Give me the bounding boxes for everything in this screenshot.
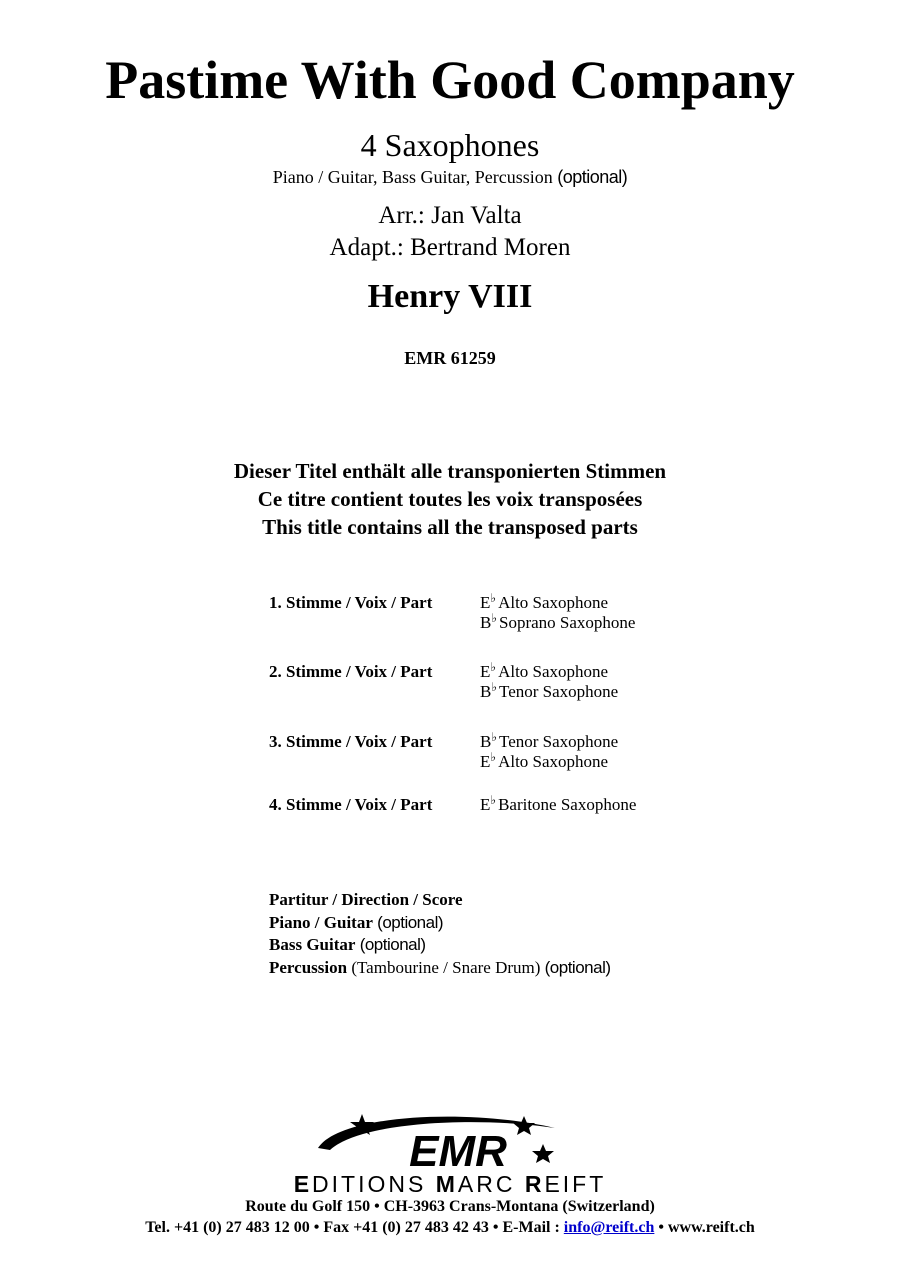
instrument-line bbox=[480, 591, 635, 614]
instrument-key: E bbox=[480, 795, 491, 814]
composer: Henry VIII bbox=[367, 278, 533, 315]
star-icon bbox=[532, 1144, 554, 1163]
flat-icon: ♭ bbox=[491, 679, 498, 694]
notice-de: Dieser Titel enthält alle transponierten Stimmen bbox=[233, 459, 667, 483]
instrument-key: E bbox=[480, 593, 491, 612]
publisher-contact: Tel. +41 (0) 27 483 12 00 • Fax +41 (0) 27 483 42 43 • E-Mail : info@reift.ch • www.reift.ch bbox=[145, 1219, 755, 1236]
instrument-key: B bbox=[480, 732, 492, 751]
instrument-line bbox=[480, 749, 618, 773]
extras-list bbox=[269, 889, 611, 979]
instrument-key: E bbox=[480, 662, 491, 681]
part-label: 1. Stimme / Voix / Part bbox=[269, 593, 433, 612]
instrument-line bbox=[480, 660, 618, 683]
emr-logo bbox=[300, 1108, 600, 1170]
page-title: Pastime With Good Company bbox=[105, 50, 795, 110]
bass-item: Bass Guitar (optional) bbox=[269, 935, 426, 954]
instrument-name: Tenor Saxophone bbox=[499, 681, 619, 701]
instrument-line bbox=[480, 679, 619, 703]
part-instruments bbox=[480, 591, 636, 633]
score-item: Partitur / Direction / Score bbox=[269, 890, 463, 909]
flat-icon: ♭ bbox=[490, 793, 497, 807]
part-instruments bbox=[480, 793, 637, 816]
notice-fr: Ce titre contient toutes les voix transposées bbox=[257, 487, 643, 511]
flat-icon: ♭ bbox=[491, 730, 498, 744]
flat-icon: ♭ bbox=[490, 591, 497, 605]
flat-icon: ♭ bbox=[491, 610, 498, 625]
arranger: Arr.: Jan Valta bbox=[378, 202, 522, 229]
accompaniment: Piano / Guitar, Bass Guitar, Percussion bbox=[272, 167, 553, 187]
part-label: 2. Stimme / Voix / Part bbox=[269, 662, 433, 681]
instrument-line bbox=[480, 730, 619, 753]
percussion-item: Percussion (Tambourine / Snare Drum) (optional) bbox=[269, 957, 611, 977]
flat-icon: ♭ bbox=[490, 749, 497, 764]
accompaniment-optional: (optional) bbox=[557, 167, 628, 187]
instrumentation: 4 Saxophones bbox=[360, 127, 540, 163]
part-label: 4. Stimme / Voix / Part bbox=[269, 795, 433, 814]
instrument-name: Baritone Saxophone bbox=[498, 795, 637, 814]
accompaniment-line bbox=[0, 165, 900, 189]
publisher-address: Route du Golf 150 • CH-3963 Crans-Montana (Switzerland) bbox=[245, 1198, 655, 1215]
instrument-name: Alto Saxophone bbox=[498, 662, 609, 681]
svg-text:EMR: EMR bbox=[409, 1127, 507, 1170]
notice-en: This title contains all the transposed parts bbox=[262, 515, 638, 539]
flat-icon: ♭ bbox=[490, 660, 497, 674]
instrument-key: B bbox=[480, 612, 492, 632]
part-instruments bbox=[480, 730, 619, 772]
instrument-name: Alto Saxophone bbox=[498, 593, 609, 612]
star-icon bbox=[513, 1116, 535, 1135]
instrument-name: Soprano Saxophone bbox=[499, 612, 636, 632]
instrument-line bbox=[480, 793, 637, 816]
instrument-line bbox=[480, 610, 636, 634]
catalog-number: EMR 61259 bbox=[404, 348, 496, 368]
instrument-key: B bbox=[480, 681, 492, 701]
part-instruments bbox=[480, 660, 619, 702]
instrument-key: E bbox=[480, 751, 491, 771]
publisher-name: EDITIONS MARC REIFT bbox=[293, 1171, 607, 1197]
email-link[interactable]: info@reift.ch bbox=[563, 1219, 655, 1236]
instrument-name: Tenor Saxophone bbox=[499, 732, 619, 751]
piano-item: Piano / Guitar (optional) bbox=[269, 912, 444, 932]
instrument-name: Alto Saxophone bbox=[498, 751, 609, 771]
part-label: 3. Stimme / Voix / Part bbox=[269, 732, 433, 751]
adapter: Adapt.: Bertrand Moren bbox=[329, 234, 571, 261]
